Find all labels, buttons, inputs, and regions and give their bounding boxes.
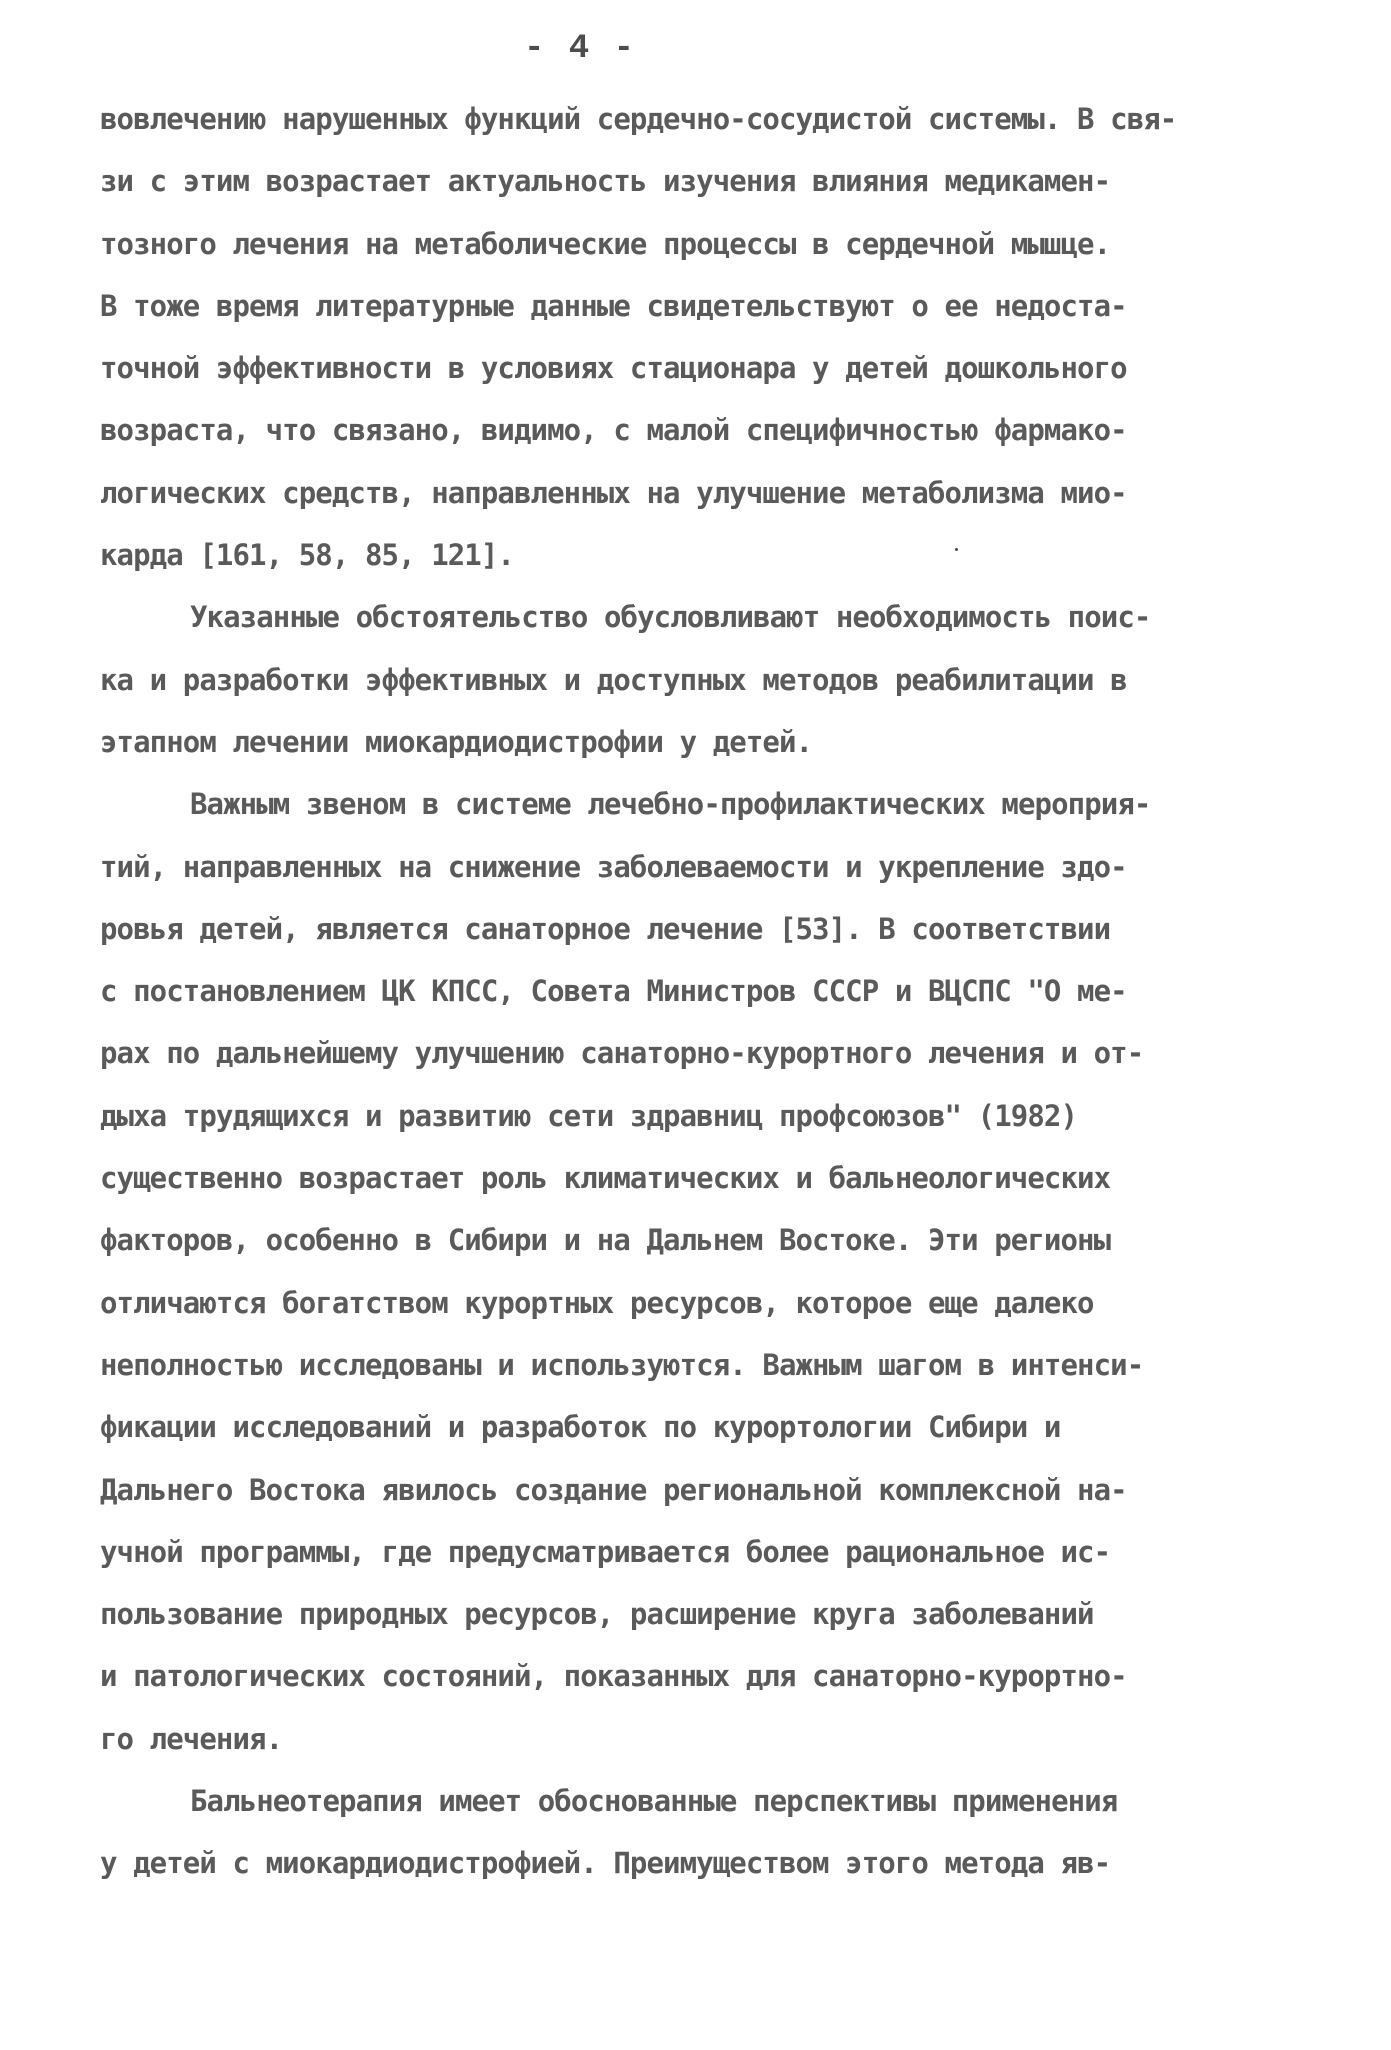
text-line: зи с этим возрастает актуальность изучения влияния медикамен- <box>100 164 1111 199</box>
paragraph-start-line: Бальнеотерапия имеет обоснованные перспективы применения <box>190 1784 1118 1819</box>
text-line: Дальнего Востока явилось создание региональной комплексной на- <box>100 1472 1127 1507</box>
text-line: тозного лечения на метаболические процессы в сердечной мышце. <box>100 226 1111 261</box>
text-line: карда [161, 58, 85, 121]. <box>100 538 514 573</box>
text-line: неполностью исследованы и используются. Важным шагом в интенси- <box>100 1347 1144 1382</box>
text-line: ровья детей, является санаторное лечение [53]. В соответствии <box>100 911 1111 946</box>
text-line: точной эффективности в условиях стационара у детей дошкольного <box>100 351 1127 386</box>
text-line: этапном лечении миокардиодистрофии у детей. <box>100 724 813 759</box>
text-line: В тоже время литературные данные свидетельствуют о ее недоста- <box>100 288 1127 323</box>
text-line: возраста, что связано, видимо, с малой специфичностью фармако- <box>100 413 1127 448</box>
paragraph-start-line: Важным звеном в системе лечебно-профилактических мероприя- <box>190 787 1151 822</box>
paragraph-start-line: Указанные обстоятельство обусловливают необходимость поис- <box>190 600 1151 635</box>
text-line: рах по дальнейшему улучшению санаторно-курортного лечения и от- <box>100 1036 1144 1071</box>
page-number: - 4 - <box>523 30 637 68</box>
body-text <box>100 88 1300 1895</box>
text-line: вовлечению нарушенных функций сердечно-сосудистой системы. В свя- <box>100 102 1177 136</box>
text-line: фикации исследований и разработок по курортологии Сибири и <box>100 1410 1061 1445</box>
text-line: у детей с миокардиодистрофией. Преимуществом этого метода яв- <box>100 1846 1111 1881</box>
text-line: дыха трудящихся и развитию сети здравниц профсоюзов" (1982) <box>100 1098 1078 1133</box>
text-line: пользование природных ресурсов, расширение круга заболеваний <box>100 1597 1094 1632</box>
text-line: учной программы, где предусматривается более рациональное ис- <box>100 1534 1111 1569</box>
text-line: существенно возрастает роль климатических и бальнеологических <box>100 1161 1111 1196</box>
text-line: отличаются богатством курортных ресурсов, которое еще далеко <box>100 1285 1094 1320</box>
text-line: тий, направленных на снижение заболеваемости и укрепление здо- <box>100 849 1127 884</box>
text-line: логических средств, направленных на улучшение метаболизма мио- <box>100 475 1127 510</box>
text-line: го лечения. <box>100 1721 283 1756</box>
text-line: факторов, особенно в Сибири и на Дальнем Востоке. Эти регионы <box>100 1223 1111 1258</box>
text-line: с постановлением ЦК КПСС, Совета Министров СССР и ВЦСПС "О ме- <box>100 974 1127 1009</box>
text-line: ка и разработки эффективных и доступных методов реабилитации в <box>100 662 1127 697</box>
text-line: и патологических состояний, показанных для санаторно-курортно- <box>100 1659 1127 1694</box>
